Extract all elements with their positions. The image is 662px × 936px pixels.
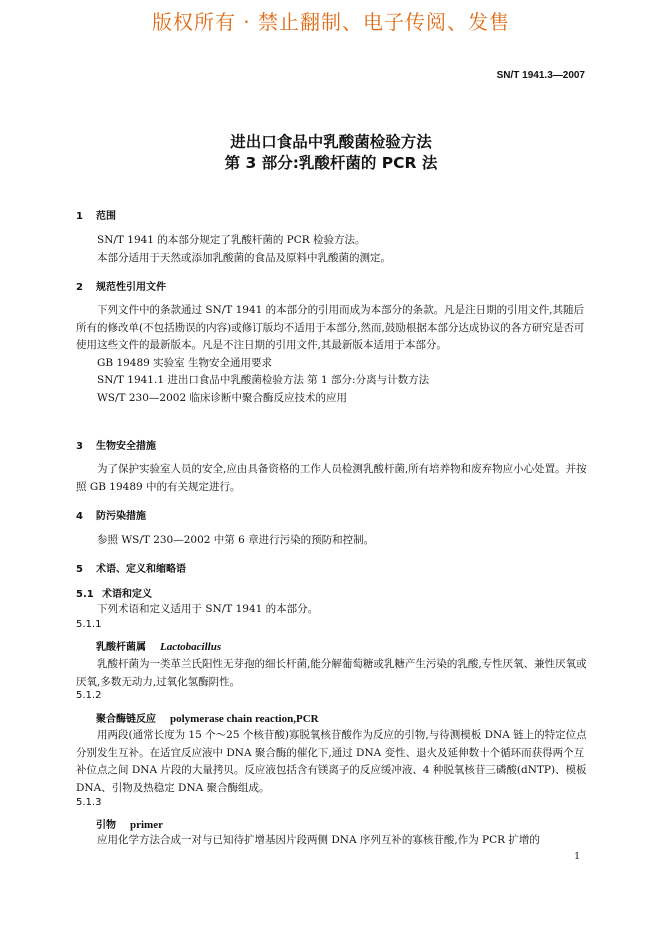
reference-item: SN/T 1941.1 进出口食品中乳酸菌检验方法 第 1 部分:分离与计数方法 [97, 374, 430, 386]
section-title: 规范性引用文件 [96, 282, 166, 293]
document-title: 进出口食品中乳酸菌检验方法 [230, 133, 432, 151]
paragraph: 下列术语和定义适用于 SN/T 1941 的本部分。 [97, 603, 319, 615]
section-4-body [76, 532, 588, 550]
term-lactobacillus [76, 638, 588, 653]
paragraph: 乳酸杆菌为一类革兰氏阳性无芽孢的细长杆菌,能分解葡萄糖或乳糖产生污染的乳酸,专性厌氧、兼性厌氧或厌氧,多数无动力,过氧化氢酶阴性。 [76, 658, 587, 688]
term-chinese: 乳酸杆菌属 [96, 642, 146, 653]
section-title: 术语和定义 [102, 589, 152, 600]
term-pcr [76, 710, 588, 725]
term-english: polymerase chain reaction,PCR [170, 713, 319, 725]
subsection-5-1-heading [76, 585, 588, 600]
term-chinese: 聚合酶链反应 [96, 714, 156, 725]
section-title: 生物安全措施 [96, 441, 156, 452]
page-number: 1 [574, 852, 580, 862]
section-number: 3 [76, 441, 83, 452]
paragraph: 为了保护实验室人员的安全,应由具备资格的工作人员检测乳酸杆菌,所有培养物和废弃物应小心处置。并按照 GB 19489 中的有关规定进行。 [76, 463, 587, 493]
reference-item: WS/T 230—2002 临床诊断中聚合酶反应技术的应用 [97, 391, 347, 404]
paragraph: 参照 WS/T 230—2002 中第 6 章进行污染的预防和控制。 [97, 534, 375, 546]
reference-item: GB 19489 实验室 生物安全通用要求 [97, 356, 273, 369]
section-number: 2 [76, 282, 83, 293]
section-number: 5 [76, 564, 83, 575]
term-chinese: 引物 [96, 820, 116, 831]
section-title: 范围 [96, 211, 116, 222]
clause-5-1-3-number: 5.1.3 [76, 797, 102, 808]
section-3-heading [76, 437, 588, 452]
section-1-body [76, 232, 588, 267]
subsection-5-1-body [76, 601, 588, 619]
section-5-heading [76, 560, 588, 575]
paragraph: 下列文件中的条款通过 SN/T 1941 的本部分的引用而成为本部分的条款。凡是注日期的引用文件,其随后所有的修改单(不包括勘误的内容)或修订版均不适用于本部分,然而,鼓励根据本部分达成协议的各方研究是否可使用这些文件的最新版本。凡是不注日期的引用文件,其最新版本适用于本部分。 [76, 304, 585, 351]
term-pcr-definition [76, 727, 588, 797]
term-primer [76, 816, 588, 831]
term-english: Lactobacillus [160, 641, 222, 653]
section-4-heading [76, 507, 588, 522]
section-number: 1 [76, 211, 83, 222]
clause-5-1-1-number: 5.1.1 [76, 619, 102, 630]
term-english: primer [130, 819, 163, 831]
standard-number: SN/T 1941.3—2007 [496, 70, 585, 81]
document-subtitle: 第 3 部分:乳酸杆菌的 PCR 法 [224, 154, 438, 172]
section-number: 5.1 [76, 589, 94, 600]
paragraph: 本部分适用于天然或添加乳酸菌的食品及原料中乳酸菌的测定。 [97, 251, 391, 264]
section-2-body [76, 302, 588, 407]
paragraph: SN/T 1941 的本部分规定了乳酸杆菌的 PCR 检验方法。 [97, 234, 366, 246]
section-1-heading [76, 207, 588, 222]
paragraph: 用两段(通常长度为 15 个～25 个核苷酸)寡脱氧核苷酸作为反应的引物,与待测模板 DNA 链上的特定位点分别发生互补。在适宜反应液中 DNA 聚合酶的催化下,通过 DNA 变性、退火及延伸数十个循环而获得两个互补位点之间 DNA 片段的大量拷贝。反应液包括含有镁离子的反应缓冲液、4 种脱氧核苷三磷酸(dNTP)、模板 DNA、引物及热稳定 DNA 聚合酶组成。 [76, 729, 587, 794]
term-lactobacillus-definition [76, 656, 588, 691]
term-primer-definition [76, 832, 588, 850]
watermark-banner: 版权所有 · 禁止翻制、电子传阅、发售 [151, 10, 511, 34]
section-title: 术语、定义和缩略语 [96, 564, 186, 575]
paragraph: 应用化学方法合成一对与已知待扩增基因片段两侧 DNA 序列互补的寡核苷酸,作为 PCR 扩增的 [97, 834, 540, 846]
clause-5-1-2-number: 5.1.2 [76, 690, 102, 701]
section-title: 防污染措施 [96, 511, 146, 522]
section-2-heading [76, 278, 588, 293]
section-number: 4 [76, 511, 83, 522]
section-3-body [76, 461, 588, 496]
